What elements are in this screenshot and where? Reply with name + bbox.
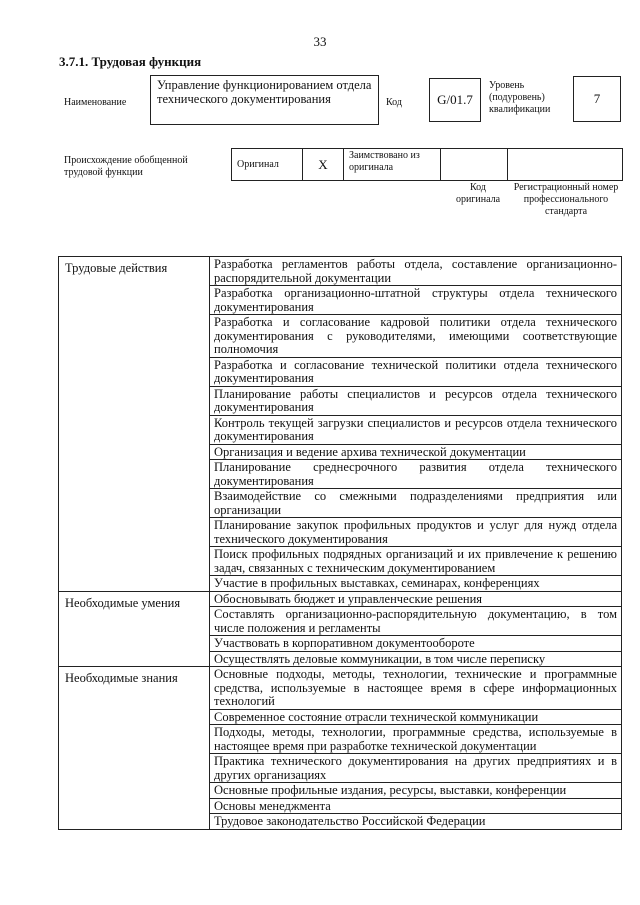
list-item: Современное состояние отрасли технической коммуникации xyxy=(210,709,622,725)
registration-number-cell xyxy=(508,149,623,181)
original-code-cell xyxy=(441,149,508,181)
list-item: Основные подходы, методы, технологии, технические и программные средства, используемые в настоящее время в сфере информационных технологий xyxy=(210,667,622,710)
list-item: Трудовое законодательство Российской Федерации xyxy=(210,814,622,830)
borrowed-label: Заимствовано из оригинала xyxy=(344,149,441,181)
original-code-caption: Код оригинала xyxy=(455,182,501,205)
qualification-level-label: Уровень (подуровень) квалификации xyxy=(489,80,551,115)
list-item: Участвовать в корпоративном документообороте xyxy=(210,636,622,652)
list-item: Поиск профильных подрядных организаций и их привлечение к решению задач, связанных с техническим документированием xyxy=(210,547,622,576)
function-name-field: Управление функционированием отдела технического документирования xyxy=(150,75,379,125)
name-label: Наименование xyxy=(64,97,127,108)
list-item: Разработка организационно-штатной структуры отдела технического документирования xyxy=(210,286,622,315)
table-row xyxy=(59,257,622,286)
list-item: Взаимодействие со смежными подразделениями предприятия или организации xyxy=(210,489,622,518)
function-details-table xyxy=(58,256,622,830)
section-title-cell: Необходимые умения xyxy=(59,591,210,667)
list-item: Разработка и согласование кадровой политики отдела технического документирования с руководителями, имеющими соответствующие полномочия xyxy=(210,315,622,358)
list-item: Планирование работы специалистов и ресурсов отдела технического документирования xyxy=(210,386,622,415)
list-item: Подходы, методы, технологии, программные средства, используемые в настоящее время при разработке технической документации xyxy=(210,725,622,754)
list-item: Основные профильные издания, ресурсы, выставки, конференции xyxy=(210,783,622,799)
list-item: Основы менеджмента xyxy=(210,798,622,814)
original-label: Оригинал xyxy=(232,149,303,181)
list-item: Планирование среднесрочного развития отдела технического документирования xyxy=(210,460,622,489)
section-title-cell: Необходимые знания xyxy=(59,667,210,830)
section-title: 3.7.1. Трудовая функция xyxy=(59,54,202,69)
registration-number-caption: Регистрационный номер профессионального стандарта xyxy=(513,182,619,217)
list-item: Разработка и согласование технической политики отдела технического документирования xyxy=(210,357,622,386)
list-item: Составлять организационно-распорядительную документацию, в том числе положения и регламенты xyxy=(210,607,622,636)
origin-label: Происхождение обобщенной трудовой функции xyxy=(64,155,188,178)
list-item: Разработка регламентов работы отдела, составление организационно-распорядительной документации xyxy=(210,257,622,286)
list-item: Обосновывать бюджет и управленческие решения xyxy=(210,591,622,607)
list-item: Контроль текущей загрузки специалистов и ресурсов отдела технического документирования xyxy=(210,415,622,444)
list-item: Практика технического документирования на других предприятиях и в других организациях xyxy=(210,754,622,783)
page-number: 33 xyxy=(313,34,327,49)
qualification-level-field: 7 xyxy=(573,76,621,122)
list-item: Участие в профильных выставках, семинарах, конференциях xyxy=(210,576,622,592)
code-label: Код xyxy=(386,97,402,108)
origin-table xyxy=(231,148,623,181)
list-item: Планирование закупок профильных продуктов и услуг для нужд отдела технического документирования xyxy=(210,518,622,547)
list-item: Организация и ведение архива технической документации xyxy=(210,444,622,460)
list-item: Осуществлять деловые коммуникации, в том числе переписку xyxy=(210,651,622,667)
table-row xyxy=(59,591,622,607)
function-code-field: G/01.7 xyxy=(429,78,481,122)
section-title-cell: Трудовые действия xyxy=(59,257,210,592)
original-mark: X xyxy=(303,149,344,181)
table-row xyxy=(59,667,622,710)
